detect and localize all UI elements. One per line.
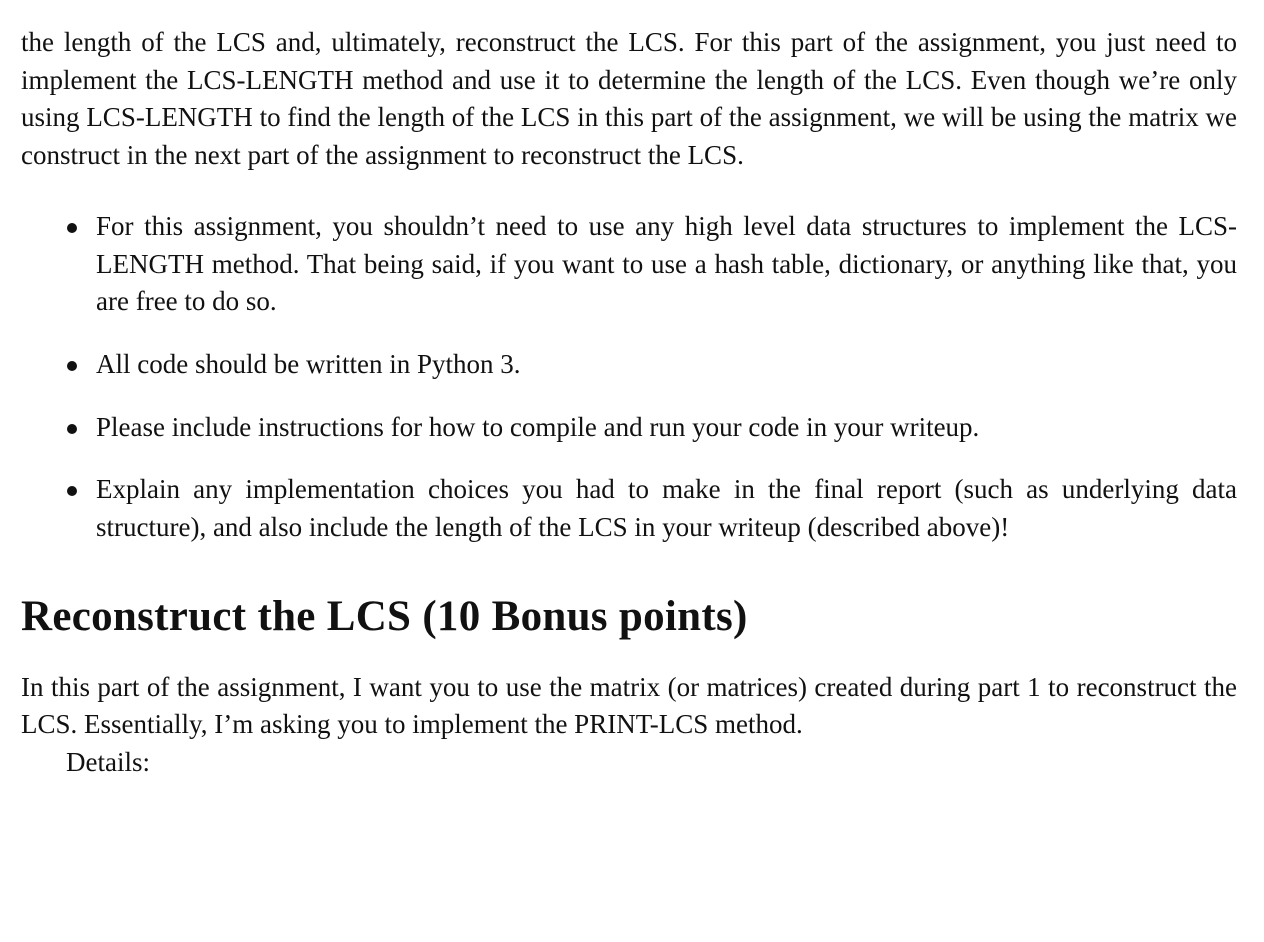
bullet-icon: [67, 223, 77, 233]
list-item-text: Explain any implementation choices you had to make in the final report (such as underlying data structure), and also include the length of the LCS in your writeup (described above)!: [96, 474, 1237, 543]
bullet-icon: [67, 361, 77, 371]
list-item: [96, 208, 1237, 321]
section-heading: Reconstruct the LCS (10 Bonus points): [21, 592, 748, 640]
list-item: [96, 409, 1237, 447]
details-label: Details:: [66, 747, 150, 778]
list-item-text: For this assignment, you shouldn’t need to use any high level data structures to implement the LCS-LENGTH method. That being said, if you want to use a hash table, dictionary, or anything like that, you are free to do so.: [96, 210, 1237, 317]
list-item: [96, 346, 1237, 384]
requirements-list: [21, 208, 1237, 547]
section-paragraph: In this part of the assignment, I want you to use the matrix (or matrices) created during part 1 to reconstruct the LCS. Essentially, I’m asking you to implement the PRINT-LCS method.: [21, 671, 1237, 740]
intro-paragraph: the length of the LCS and, ultimately, reconstruct the LCS. For this part of the assignment, you just need to implement the LCS-LENGTH method and use it to determine the length of the LCS. Even though we’re only using LCS-LENGTH to find the length of the LCS in this part of the assignment, we will be using the matrix we construct in the next part of the assignment to reconstruct the LCS.: [21, 27, 1237, 171]
bullet-icon: [67, 486, 77, 496]
list-item: [96, 471, 1237, 546]
list-item-text: Please include instructions for how to compile and run your code in your writeup.: [96, 411, 980, 442]
list-item-text: All code should be written in Python 3.: [96, 348, 521, 379]
bullet-icon: [67, 424, 77, 434]
